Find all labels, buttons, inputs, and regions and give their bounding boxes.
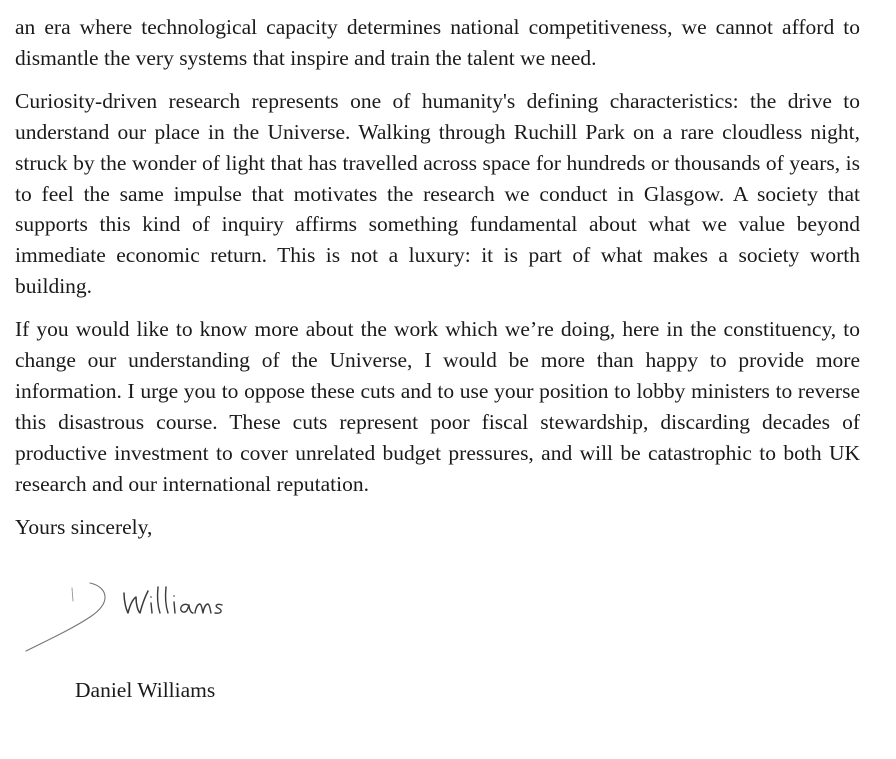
handwritten-signature	[20, 575, 255, 660]
letter-closing: Yours sincerely,	[15, 514, 153, 539]
paragraph-curiosity-research: Curiosity-driven research represents one of humanity's defining characteristics: the drive to understand our place in the Universe. Walking through Ruchill Park on a rare cloudless night, struck by the wonder of light that has travelled across space for hundreds or thousands of years, is to feel the same impulse that motivates the research we conduct in Glasgow. A society that supports this kind of inquiry affirms something fundamental about what we value beyond immediate economic return. This is not a luxury: it is part of what makes a society worth building.	[15, 88, 860, 299]
paragraph-continuation: an era where technological capacity determines national competitiveness, we cannot afford to dismantle the very systems that inspire and train the talent we need.	[15, 15, 860, 70]
paragraph-request: If you would like to know more about the work which we’re doing, here in the constituency, to change our understanding of the Universe, I would be more than happy to provide more information. I urge you to oppose these cuts and to use your position to lobby ministers to reverse this disastrous course. These cuts represent poor fiscal stewardship, discarding decades of productive investment to cover unrelated budget pressures, and will be catastrophic to both UK research and our international reputation.	[15, 317, 860, 496]
letter-body	[15, 12, 860, 555]
signatory-name: Daniel Williams	[75, 678, 216, 702]
